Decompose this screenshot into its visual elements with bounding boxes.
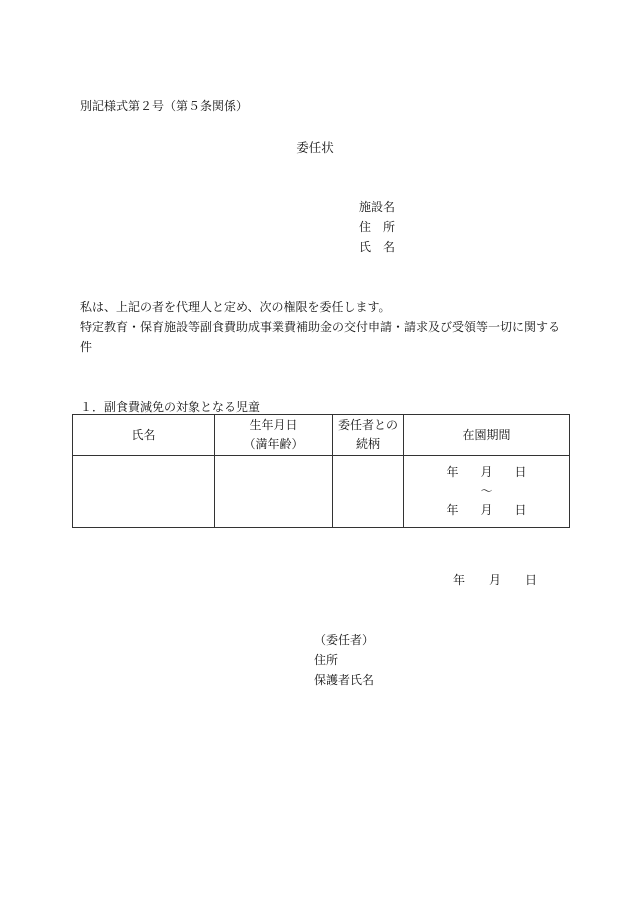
date-month: 月 bbox=[489, 573, 502, 587]
cell-name[interactable] bbox=[73, 456, 215, 528]
form-number: 別記様式第２号（第５条関係） bbox=[80, 99, 249, 113]
period-start-month: 月 bbox=[480, 465, 493, 479]
header-name: 氏名 bbox=[73, 415, 215, 456]
period-end-month: 月 bbox=[480, 503, 493, 517]
name-char-2: 名 bbox=[383, 240, 396, 254]
children-table bbox=[72, 414, 570, 528]
period-start-year: 年 bbox=[446, 465, 459, 479]
period-end bbox=[446, 501, 526, 520]
table-row bbox=[73, 456, 570, 528]
header-relation-line1: 委任者との bbox=[337, 418, 398, 432]
address-char-2: 所 bbox=[383, 220, 396, 234]
date-day: 日 bbox=[525, 573, 538, 587]
agent-address-label bbox=[359, 218, 395, 235]
address-char-1: 住 bbox=[359, 220, 372, 234]
delegator-heading: （委任者） bbox=[314, 633, 375, 647]
header-birthdate-line1: 生年月日 bbox=[249, 418, 298, 432]
date-year: 年 bbox=[453, 573, 466, 587]
header-birthdate bbox=[215, 415, 333, 456]
cell-birthdate[interactable] bbox=[215, 456, 333, 528]
section-1-title: １．副食費減免の対象となる児童 bbox=[80, 400, 261, 414]
agent-name-label bbox=[359, 238, 395, 255]
body-line-2: 特定教育・保育施設等副食費助成事業費補助金の交付申請・請求及び受領等一切に関する bbox=[80, 320, 561, 334]
period-end-day: 日 bbox=[514, 503, 527, 517]
header-relation-line2: 続柄 bbox=[355, 437, 380, 451]
guardian-name-label: 保護者氏名 bbox=[314, 673, 375, 687]
cell-period[interactable] bbox=[404, 456, 570, 528]
body-line-1: 私は、上記の者を代理人と定め、次の権限を委任します。 bbox=[80, 300, 391, 314]
period-end-year: 年 bbox=[446, 503, 459, 517]
cell-relation[interactable] bbox=[333, 456, 404, 528]
period-start bbox=[446, 463, 526, 482]
header-birthdate-line2: （満年齢） bbox=[243, 437, 304, 451]
signature-date bbox=[453, 571, 537, 588]
body-line-3: 件 bbox=[80, 340, 93, 354]
period-tilde: ～ bbox=[480, 484, 493, 498]
facility-name-label: 施設名 bbox=[359, 200, 396, 214]
header-period: 在園期間 bbox=[404, 415, 570, 456]
document-title: 委任状 bbox=[296, 140, 334, 155]
header-relation bbox=[333, 415, 404, 456]
period-start-day: 日 bbox=[514, 465, 527, 479]
table-header-row bbox=[73, 415, 570, 456]
name-char-1: 氏 bbox=[359, 240, 372, 254]
delegator-address-label: 住所 bbox=[314, 653, 339, 667]
